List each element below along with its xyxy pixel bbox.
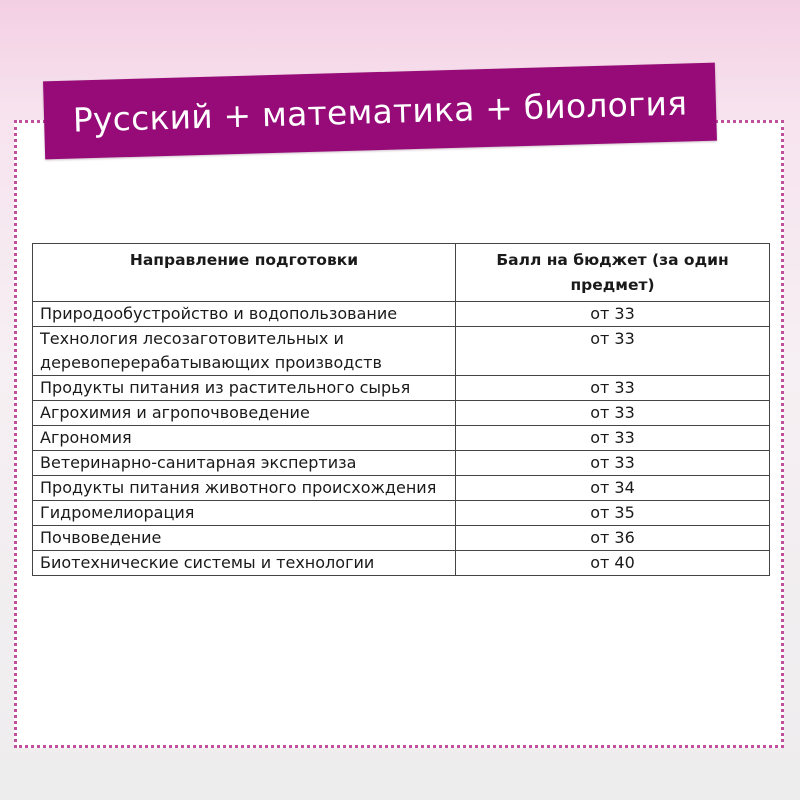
direction-cell: Технология лесозаготовительных и деревоперерабатывающих производств	[33, 327, 456, 376]
table-row	[33, 401, 770, 426]
direction-cell: Продукты питания животного происхождения	[33, 476, 456, 501]
table-row	[33, 551, 770, 576]
table-header-row	[33, 244, 770, 302]
scores-table	[32, 243, 770, 576]
score-cell: от 36	[456, 526, 770, 551]
direction-cell: Биотехнические системы и технологии	[33, 551, 456, 576]
direction-cell: Продукты питания из растительного сырья	[33, 376, 456, 401]
header-score: Балл на бюджет (за один предмет)	[456, 244, 770, 302]
score-cell: от 33	[456, 426, 770, 451]
table-row	[33, 451, 770, 476]
table-row	[33, 476, 770, 501]
score-cell: от 34	[456, 476, 770, 501]
direction-cell: Агрономия	[33, 426, 456, 451]
score-cell: от 33	[456, 302, 770, 327]
header-direction: Направление подготовки	[33, 244, 456, 302]
score-cell: от 33	[456, 376, 770, 401]
score-cell: от 33	[456, 451, 770, 476]
score-cell: от 40	[456, 551, 770, 576]
direction-cell: Ветеринарно-санитарная экспертиза	[33, 451, 456, 476]
table-row	[33, 501, 770, 526]
table-row	[33, 376, 770, 401]
table-row	[33, 327, 770, 376]
score-cell: от 33	[456, 401, 770, 426]
direction-cell: Агрохимия и агропочвоведение	[33, 401, 456, 426]
table-row	[33, 426, 770, 451]
score-cell: от 35	[456, 501, 770, 526]
score-cell: от 33	[456, 327, 770, 376]
table-row	[33, 526, 770, 551]
direction-cell: Почвоведение	[33, 526, 456, 551]
direction-cell: Природообустройство и водопользование	[33, 302, 456, 327]
page-title: Русский + математика + биология	[72, 82, 688, 140]
direction-cell: Гидромелиорация	[33, 501, 456, 526]
table-row	[33, 302, 770, 327]
